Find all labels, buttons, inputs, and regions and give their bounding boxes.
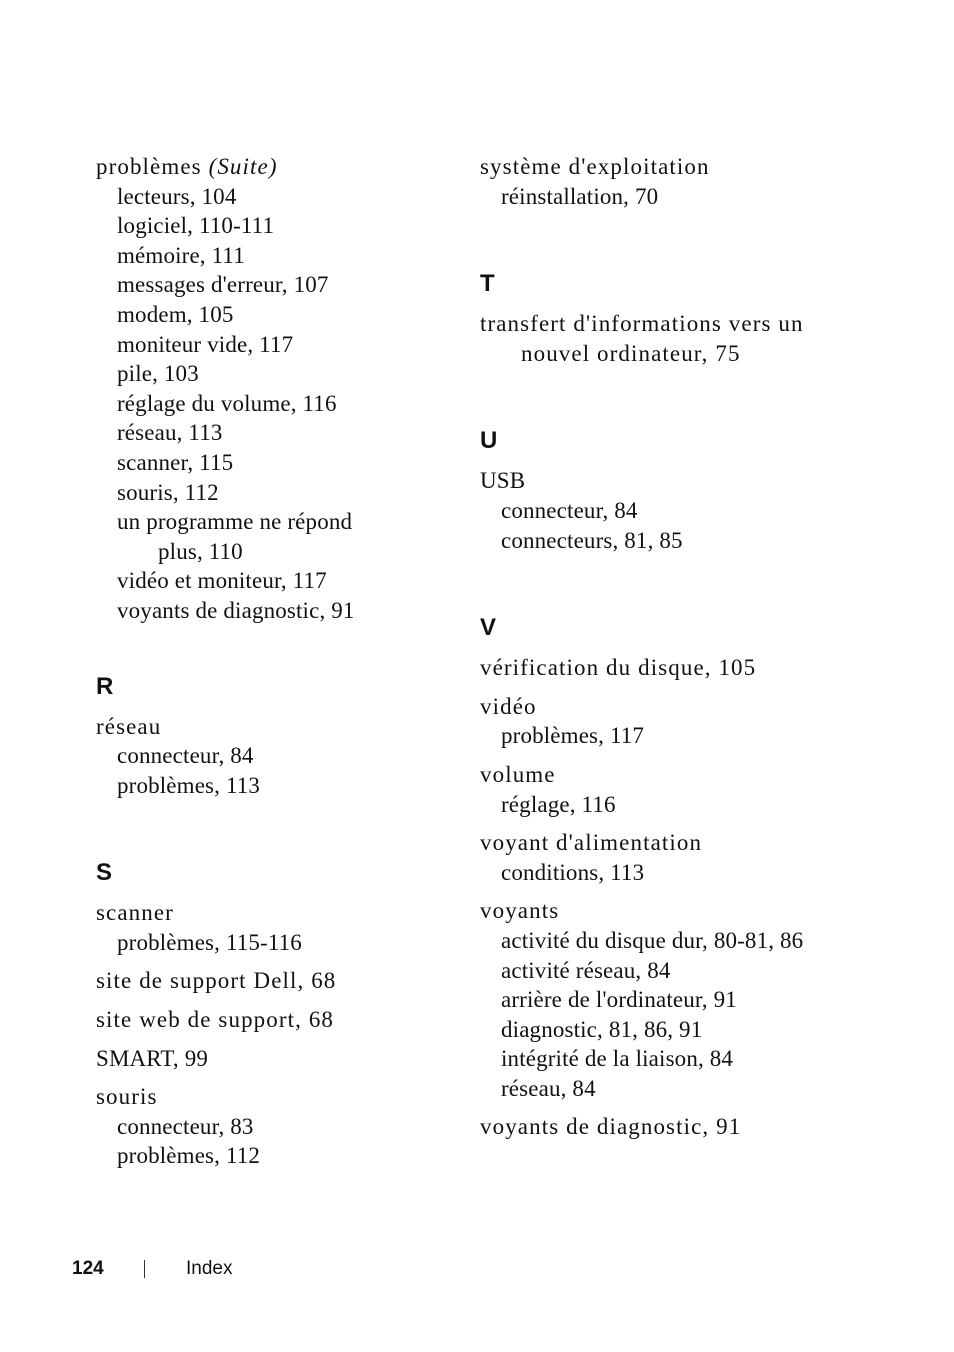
index-subentry: vidéo et moniteur, 117 xyxy=(117,568,327,594)
index-column-right xyxy=(480,152,860,1142)
index-subentry: un programme ne répond xyxy=(117,509,353,535)
index-subentry: problèmes, 117 xyxy=(501,723,645,749)
index-entry-video: vidéo xyxy=(480,693,537,719)
index-entry-scanner: scanner xyxy=(96,900,174,926)
index-entry-site-support: site de support Dell, 68 xyxy=(96,968,337,994)
section-letter-r: R xyxy=(96,672,114,700)
footer-divider xyxy=(144,1260,145,1278)
index-entry-verification: vérification du disque, 105 xyxy=(480,655,757,681)
index-subentry: conditions, 113 xyxy=(501,859,645,885)
index-subentry: modem, 105 xyxy=(117,301,234,327)
index-subentry: problèmes, 115-116 xyxy=(117,929,302,955)
section-letter-u: U xyxy=(480,427,498,455)
index-subentry: réglage, 116 xyxy=(501,791,616,817)
index-subentry: diagnostic, 81, 86, 91 xyxy=(501,1016,703,1042)
index-entry-voyants-diagnostic: voyants de diagnostic, 91 xyxy=(480,1114,742,1140)
index-subentry: réglage du volume, 116 xyxy=(117,390,337,416)
index-subentry: réseau, 113 xyxy=(117,420,223,446)
section-letter-v: V xyxy=(480,614,497,642)
index-entry-continuation: nouvel ordinateur, 75 xyxy=(521,340,741,366)
index-entry-transfert: transfert d'informations vers un xyxy=(480,311,804,337)
section-letter-s: S xyxy=(96,859,113,887)
continued-marker: (Suite) xyxy=(208,154,278,179)
index-subentry: souris, 112 xyxy=(117,479,219,505)
index-subentry: problèmes, 113 xyxy=(117,772,261,798)
footer-section-title: Index xyxy=(186,1258,233,1279)
entry-term: problèmes xyxy=(96,154,202,179)
index-entry-usb: USB xyxy=(480,468,526,494)
index-subentry: connecteur, 83 xyxy=(117,1113,254,1139)
index-subentry: moniteur vide, 117 xyxy=(117,331,294,357)
index-subentry: connecteurs, 81, 85 xyxy=(501,527,683,553)
index-subentry: intégrité de la liaison, 84 xyxy=(501,1046,734,1072)
index-subentry: arrière de l'ordinateur, 91 xyxy=(501,987,737,1013)
index-subentry: activité du disque dur, 80-81, 86 xyxy=(501,927,804,953)
index-subentry: réseau, 84 xyxy=(501,1075,596,1101)
index-column-left xyxy=(96,152,476,1171)
index-subentry: mémoire, 111 xyxy=(117,242,245,268)
index-entry-site-web: site web de support, 68 xyxy=(96,1007,335,1033)
index-entry-voyant-alimentation: voyant d'alimentation xyxy=(480,830,703,856)
section-letter-t: T xyxy=(480,270,495,298)
index-subentry: voyants de diagnostic, 91 xyxy=(117,597,355,623)
index-subentry: connecteur, 84 xyxy=(117,743,254,769)
index-entry-souris: souris xyxy=(96,1084,158,1110)
index-subentry: messages d'erreur, 107 xyxy=(117,272,329,298)
index-subentry: activité réseau, 84 xyxy=(501,957,671,983)
index-entry-smart: SMART, 99 xyxy=(96,1045,209,1071)
index-subentry: problèmes, 112 xyxy=(117,1143,261,1169)
index-subentry: scanner, 115 xyxy=(117,449,234,475)
index-entry-voyants: voyants xyxy=(480,898,560,924)
index-entry-systeme: système d'exploitation xyxy=(480,154,710,179)
index-entry-reseau: réseau xyxy=(96,713,162,739)
index-subentry: connecteur, 84 xyxy=(501,497,638,523)
index-subentry: réinstallation, 70 xyxy=(501,183,659,209)
index-entry-volume: volume xyxy=(480,761,556,787)
index-subentry: pile, 103 xyxy=(117,361,199,387)
index-subentry-continuation: plus, 110 xyxy=(158,538,243,564)
index-entry-problemes xyxy=(96,152,476,182)
index-subentry: lecteurs, 104 xyxy=(117,183,237,209)
index-subentry: logiciel, 110-111 xyxy=(117,213,275,239)
page-number: 124 xyxy=(72,1258,104,1279)
